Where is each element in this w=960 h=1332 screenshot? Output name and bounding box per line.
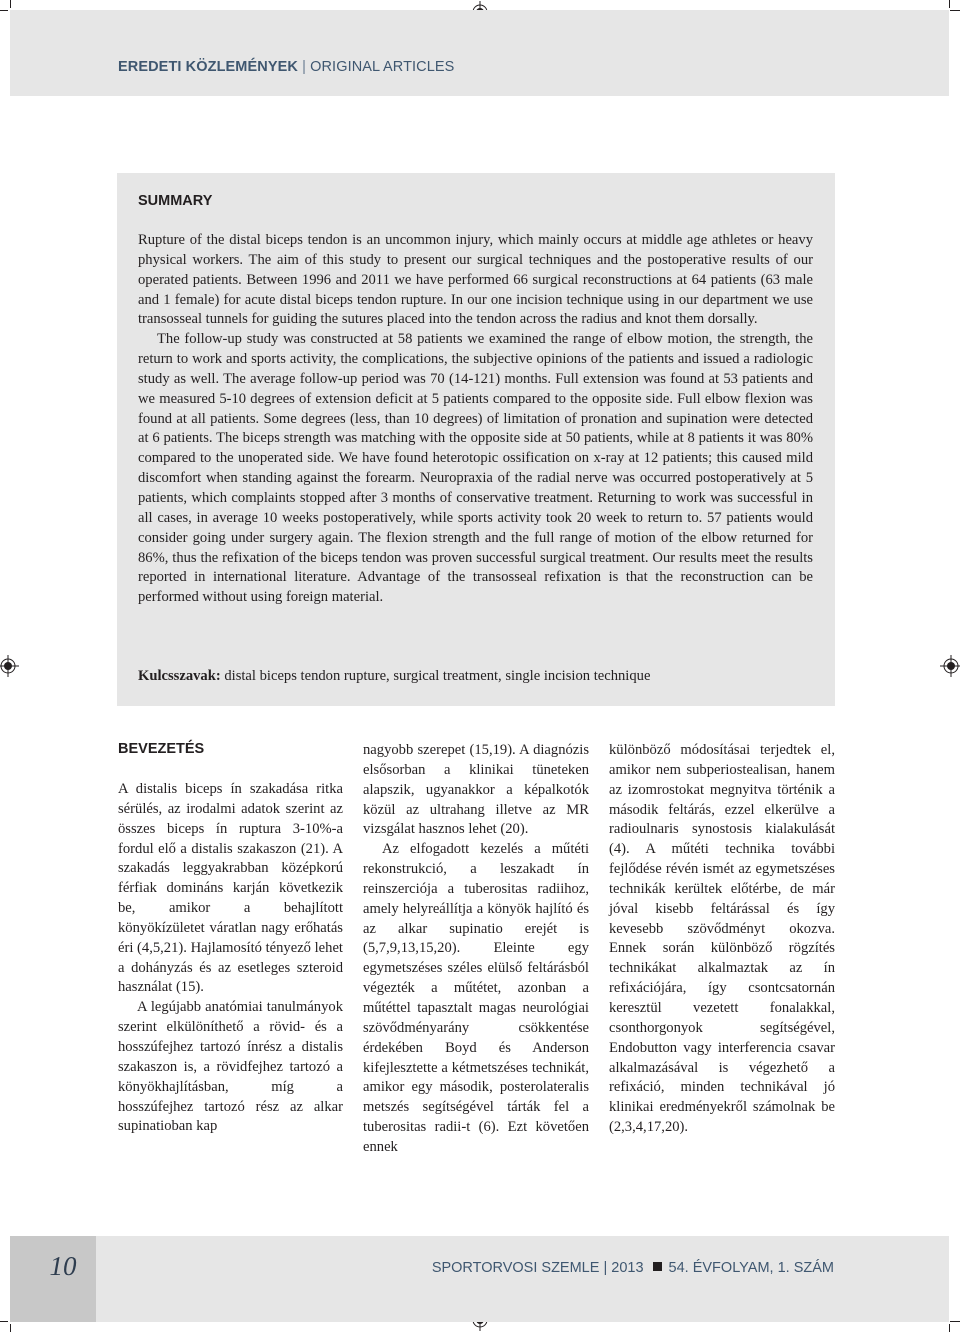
crop-mark: [0, 1321, 8, 1322]
section-title-en: ORIGINAL ARTICLES: [310, 59, 455, 75]
intro-paragraph: különböző módosításai terjedtek el, amikor nem subperiostealisan, hanem az izomrostokat megnyitva történik a második feltárás, ezzel elkerülve a radioulnaris synostosis kialakulását (4). A műtéti technika további fejlődése révén ismét az egymetszéses technikák kerültek előtérbe, de már jóval kisebb feltárással és így kevesebb szövődményt okozva. Ennek során különböző rögzítés technikákat alkalmaztak az ín refixációjára, így csontcsatornán keresztül vezetett fonalakkal, csonthorgonyok segítségével, Endobutton vagy interferencia csavar alkalmazásával is végezhető a refixáció, minden technikával jó klinikai eredményekről számolnak be (2,3,4,17,20).: [609, 742, 835, 1136]
intro-title: BEVEZETÉS: [118, 741, 205, 757]
summary-title: SUMMARY: [138, 193, 213, 209]
intro-paragraph: A legújabb anatómiai tanulmányok szerint elkülöníthető a rövid- és a hosszúfejhez tartozó ínrész a distalis szakaszon is, a rövidfejhez tartozó a könyökhajlításban, míg a hosszúfejhez tartozó rész az alkar supinatioban kap: [118, 999, 343, 1135]
text-column-3: [609, 741, 835, 1138]
crop-mark: [0, 10, 8, 11]
journal-volume: 54. ÉVFOLYAM, 1. SZÁM: [668, 1260, 834, 1276]
text-column-2: [363, 741, 589, 1158]
header-band: [10, 10, 949, 96]
text-column-1: [118, 780, 343, 1137]
keywords-text: distal biceps tendon rupture, surgical treatment, single incision technique: [220, 668, 651, 684]
page-number: 10: [49, 1251, 77, 1281]
header-separator: |: [302, 59, 306, 75]
registration-mark-icon: [940, 655, 960, 677]
intro-paragraph: A distalis biceps ín szakadása ritka sérülés, az irodalmi adatok szerint az összes biceps ín ruptura 3-10%-a fordul elő a distalis szakaszon (21). A szakadás leggyakrabban középkorú férfiak domináns karján következik be, amikor a behajlított könyökízületet váratlan nagy erőhatás éri (4,5,21). Hajlamosító tényező lehet a dohányzás és az esetleges szteroid használat (15).: [118, 781, 343, 996]
summary-paragraph: The follow-up study was constructed at 58 patients we examined the range of elbow motion, the strength, the return to work and sports activity, the complications, the subjective opinions of the patients and issued a radiologic study as well. The average follow-up period was 70 (14-121) months. Full extension was found at 53 patients and we measured 5-10 degrees of extension deficit at 5 patients compared to the opposite side. Full elbow flexion was found at all patients. Some degrees (less, than 10 degrees) of limitation of pronation and supination were detected at 6 patients. The biceps strength was matching with the opposite side at 50 patients, while at 8 patients it was 80% compared to the unoperated side. We have found heterotopic ossification on x-ray at 12 patients; this caused mild discomfort when standing against the forearm. Neuropraxia of the radial nerve was occurred postoperatively at 5 patients, which complaints stopped after 3 months of conservative treatment. Returning to work was successful in all cases, in average 10 weeks postoperatively, while sports activity took 20 week to return to. 57 patients would consider going under surgery again. The flexion strength and the full range of motion of the elbow returned for 86%, thus the refixation of the biceps tendon was proven successful surgical treatment. Our results meet the results reported in international literature. Advantage of the transosseal refixation is that the reconstruction can be performed without using foreign material.: [138, 331, 813, 606]
crop-mark: [950, 10, 960, 11]
footer-band: [10, 1236, 949, 1322]
crop-mark: [950, 1321, 960, 1322]
summary-box: [117, 173, 835, 706]
intro-paragraph: nagyobb szerepet (15,19). A diagnózis elsősorban a klinikai tüneteken alapszik, ugyanakkor a képalkotók közül az ultrahang illetve az MR vizsgálat hasznos lehet (20).: [363, 742, 589, 838]
journal-year: 2013: [611, 1260, 644, 1276]
summary-paragraph: Rupture of the distal biceps tendon is an uncommon injury, which mainly occurs at middle age athletes or heavy physical workers. The aim of this study to present our surgical techniques and the postoperative results of our operated patients. Between 1996 and 2011 we have performed 66 surgical reconstructions at 64 patients (63 male and 1 female) for acute distal biceps tendon rupture. In our one incision technique using in our department we use transosseal tunnels for guiding the sutures placed into the tendon across the radius and knot them dorsally.: [138, 232, 813, 328]
crop-mark: [949, 0, 950, 8]
footer-separator: |: [603, 1260, 608, 1276]
keywords-label: Kulcsszavak:: [138, 668, 221, 684]
square-bullet-icon: [653, 1262, 662, 1271]
section-title-hu: EREDETI KÖZLEMÉNYEK: [118, 59, 298, 75]
journal-footer: [432, 1260, 834, 1276]
crop-mark: [10, 1324, 11, 1332]
journal-name: SPORTORVOSI SZEMLE: [431, 1260, 600, 1276]
intro-paragraph: Az elfogadott kezelés a műtéti rekonstrukció, a leszakadt ín reinszerciója a tuberositas radiihoz, amely helyreállítja a könyök hajlító és az alkar supinatio erejét is (5,7,9,13,15,20). Eleinte egy egymetszéses széles elülső feltárásból végezték a műtétet, azonban a műtéttel tapasztalt magas neurológiai szövődményarány csökkentése érdekében Boyd és Anderson kifejlesztette a kétmetszéses technikát, amikor egy második, posterolateralis metszés segítségével tárták fel a tuberositas radii-t (6). Ezt követően ennek: [363, 841, 589, 1155]
crop-mark: [949, 1324, 950, 1332]
section-header: [118, 59, 454, 75]
keywords-line: [138, 668, 650, 685]
summary-body: [138, 231, 813, 608]
crop-mark: [10, 0, 11, 8]
registration-mark-icon: [0, 655, 19, 677]
